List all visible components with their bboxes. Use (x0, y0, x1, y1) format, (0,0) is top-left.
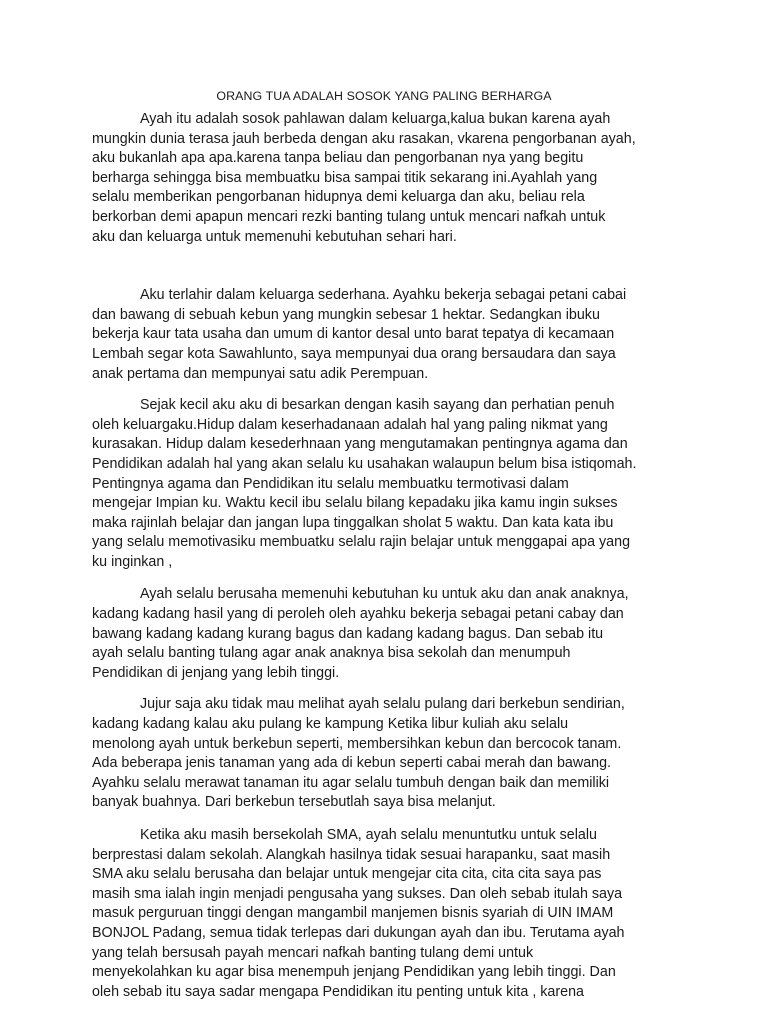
text-line: dan bawang di sebuah kebun yang mungkin sebesar 1 hektar. Sedangkan ibuku (92, 306, 600, 323)
text-line: aku dan keluarga untuk memenuhi kebutuhan sehari hari. (92, 228, 457, 245)
text-line: Pendidikan di jenjang yang lebih tinggi. (92, 664, 340, 681)
text-line: selalu memberikan pengorbanan hidupnya demi keluarga dan aku, beliau rela (92, 189, 585, 206)
text-line: Sejak kecil aku aku di besarkan dengan kasih sayang dan perhatian penuh (140, 397, 615, 414)
paragraph-3 (92, 396, 692, 572)
text-line: berharga sehingga bisa membuatku bisa sampai titik sekarang ini.Ayahlah yang (92, 169, 598, 186)
paragraph-1 (92, 110, 692, 247)
text-line: ku inginkan , (92, 553, 173, 570)
text-line: ayah selalu banting tulang agar anak anaknya bisa sekolah dan menumpuh (92, 645, 571, 662)
text-line: Aku terlahir dalam keluarga sederhana. Ayahku bekerja sebagai petani cabai (140, 287, 627, 304)
text-line: kadang kadang kalau aku pulang ke kampung Ketika libur kuliah aku selalu (92, 716, 569, 733)
text-line: Ayah selalu berusaha memenuhi kebutuhan ku untuk aku dan anak anaknya, (140, 586, 629, 603)
text-line: Jujur saja aku tidak mau melihat ayah selalu pulang dari berkebun sendirian, (140, 696, 625, 713)
text-line: masuk perguruan tinggi dengan mangambil manjemen bisnis syariah di UIN IMAM (92, 905, 614, 922)
text-line: Pentingnya agama dan Pendidikan itu selalu membuatku termotivasi dalam (92, 475, 569, 492)
text-line: Ketika aku masih bersekolah SMA, ayah selalu menuntutku untuk selalu (140, 827, 597, 843)
text-line: Ada beberapa jenis tanaman yang ada di kebun seperti cabai merah dan bawang. (92, 755, 612, 772)
text-line: Ayahku selalu merawat tanaman itu agar selalu tumbuh dengan baik dan memiliki (92, 774, 610, 791)
text-line: berkorban demi apapun mencari rezki banting tulang untuk mencari nafkah untuk (92, 208, 606, 225)
paragraph-6 (92, 826, 692, 1002)
text-line: berprestasi dalam sekolah. Alangkah hasilnya tidak sesuai harapanku, saat masih (92, 846, 611, 863)
text-line: aku bukanlah apa apa.karena tanpa beliau dan pengorbanan nya yang begitu (92, 150, 584, 167)
text-line: kurasakan. Hidup dalam kesederhnaan yang mengutamakan pentingnya agama dan (92, 436, 628, 453)
text-line: anak pertama dan mempunyai satu adik Perempuan. (92, 365, 429, 382)
text-line: maka rajinlah belajar dan jangan lupa tinggalkan sholat 5 waktu. Dan kata kata ibu (92, 514, 614, 531)
text-line: oleh keluargaku.Hidup dalam keserhadanaan adalah hal yang paling nikmat yang (92, 416, 608, 433)
text-line: mengejar Impian ku. Waktu kecil ibu selalu bilang kepadaku jika kamu ingin sukses (92, 495, 618, 512)
document-title: ORANG TUA ADALAH SOSOK YANG PALING BERHARGA (216, 89, 552, 103)
paragraph-4 (92, 585, 692, 683)
document-body (92, 110, 692, 1002)
text-line: menolong ayah untuk berkebun seperti, membersihkan kebun dan bercocok tanam. (92, 735, 622, 752)
text-line: yang selalu memotivasiku membuatku selalu rajin belajar untuk menggapai apa yang (92, 534, 631, 551)
text-line: kadang kadang hasil yang di peroleh oleh ayahku bekerja sebagai petani cabay dan (92, 606, 624, 623)
text-line: bekerja kaur tata usaha dan umum di kantor desal unto barat tepatya di kecamaan (92, 326, 615, 343)
text-line: oleh sebab itu saya sadar mengapa Pendidikan itu penting untuk kita , karena (92, 983, 584, 1000)
text-line: Pendidikan adalah hal yang akan selalu ku usahakan walaupun belum bisa istiqomah. (92, 455, 637, 472)
text-line: bawang kadang kadang kurang bagus dan kadang kadang bagus. Dan sebab itu (92, 625, 604, 642)
text-line: Lembah segar kota Sawahlunto, saya mempunyai dua orang bersaudara dan saya (92, 345, 616, 362)
text-line: SMA aku selalu berusaha dan belajar untuk mengejar cita cita, cita cita saya pas (92, 866, 602, 883)
paragraph-2 (92, 286, 692, 384)
text-line: Ayah itu adalah sosok pahlawan dalam keluarga,kalua bukan karena ayah (140, 111, 611, 127)
text-line: banyak buahnya. Dari berkebun tersebutlah saya bisa melanjut. (92, 794, 496, 811)
text-line: BONJOL Padang, semua tidak terlepas dari dukungan ayah dan ibu. Terutama ayah (92, 924, 625, 941)
text-line: mungkin dunia terasa jauh berbeda dengan aku rasakan, vkarena pengorbanan ayah, (92, 130, 636, 147)
paragraph-5 (92, 695, 692, 813)
text-line: masih sma ialah ingin menjadi pengusaha yang sukses. Dan oleh sebab itulah saya (92, 885, 623, 902)
text-line: yang telah bersusah payah mencari nafkah banting tulang demi untuk (92, 944, 534, 961)
text-line: menyekolahkan ku agar bisa menempuh jenjang Pendidikan yang lebih tinggi. Dan (92, 964, 616, 981)
